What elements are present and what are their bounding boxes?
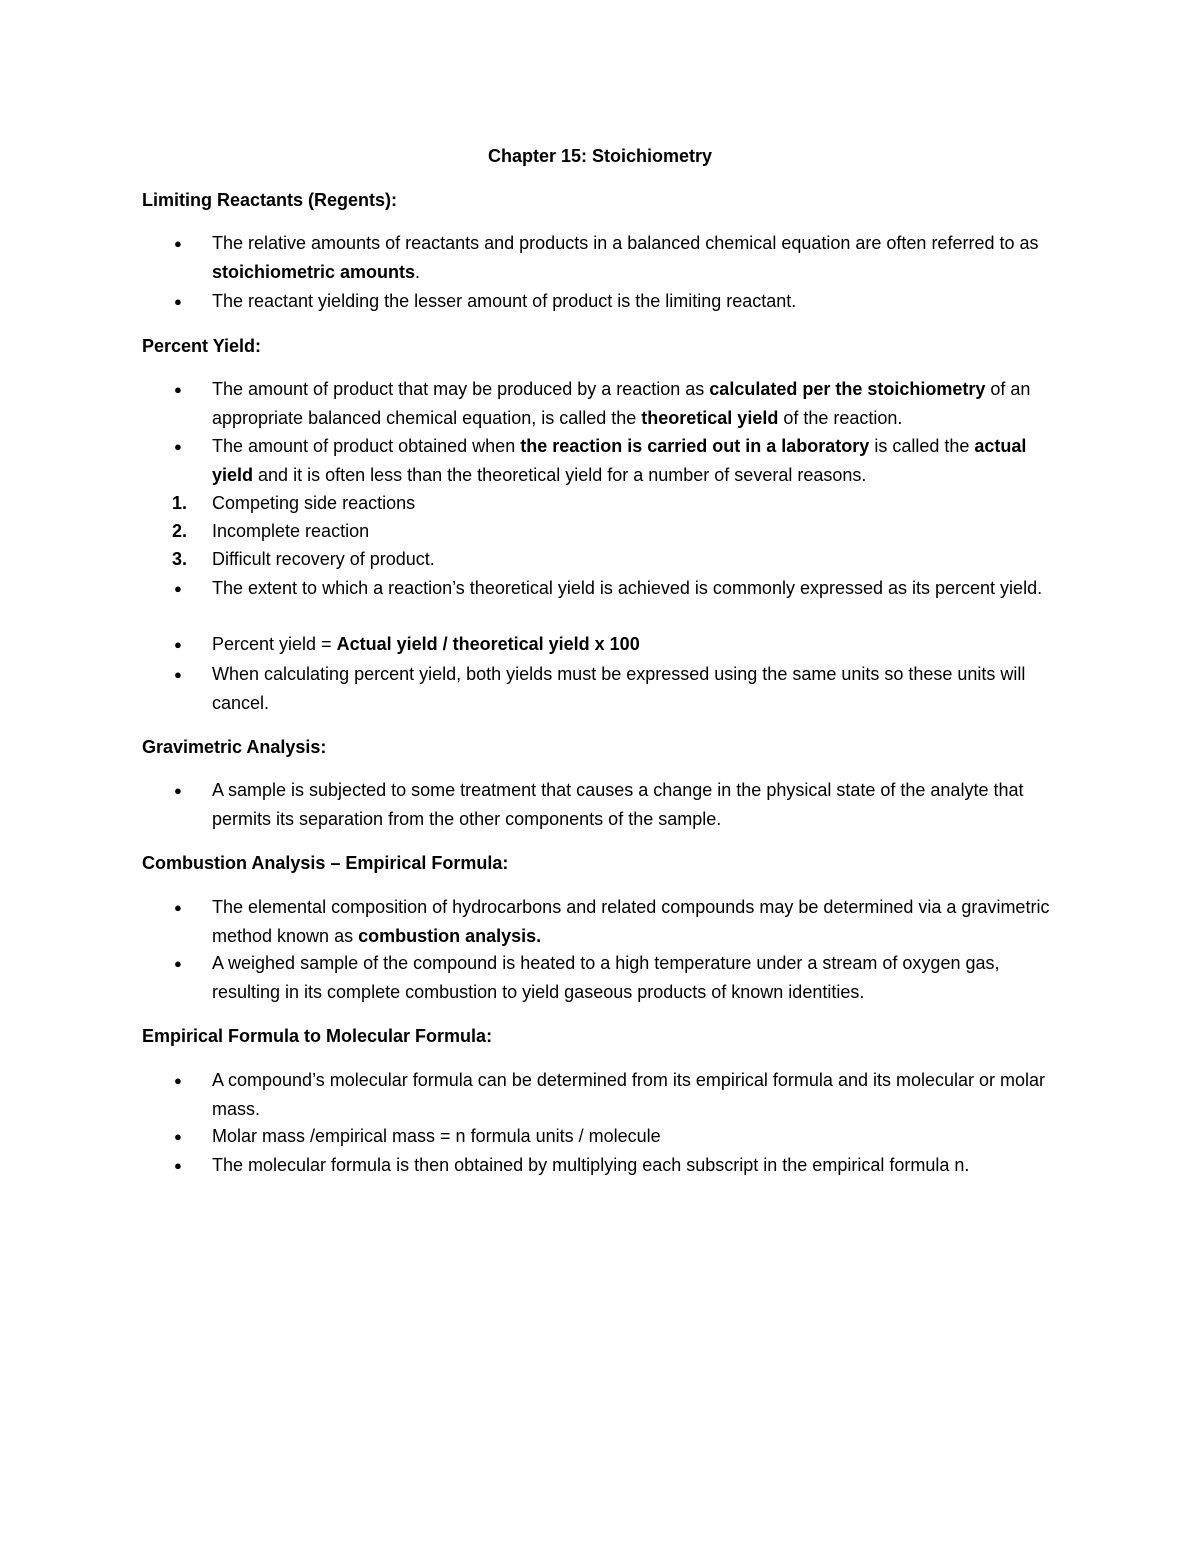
list-number: 3.	[172, 549, 188, 569]
list-item-text: A sample is subjected to some treatment that causes a change in the physical state of the analyte that permits its separation from the other components of the sample.	[212, 780, 1024, 829]
list-item-text: A compound’s molecular formula can be determined from its empirical formula and its molecular or molar mass.	[212, 1070, 1046, 1119]
list-item-text: Competing side reactions	[212, 493, 416, 513]
list-item-text: Incomplete reaction	[212, 521, 370, 541]
section-heading-combustion-analysis: Combustion Analysis – Empirical Formula:	[142, 853, 509, 873]
list-item-text: The extent to which a reaction’s theoretical yield is achieved is commonly expressed as its percent yield.	[212, 578, 1043, 598]
section-heading-percent-yield: Percent Yield:	[142, 336, 262, 356]
bullet-icon: ●	[174, 382, 182, 397]
bullet-icon: ●	[174, 581, 182, 596]
bullet-icon: ●	[174, 294, 182, 309]
list-item-text: When calculating percent yield, both yields must be expressed using the same units so these units will cancel.	[212, 664, 1026, 713]
bullet-icon: ●	[174, 1073, 182, 1088]
list-item-text: The relative amounts of reactants and products in a balanced chemical equation are often referred to as stoichiometric amounts.	[212, 233, 1039, 282]
list-item-text: The amount of product obtained when the reaction is carried out in a laboratory is called the actual yield and it is often less than the theoretical yield for a number of several reasons.	[212, 436, 1027, 485]
list-item-text: Percent yield = Actual yield / theoretical yield x 100	[212, 634, 640, 654]
section-heading-gravimetric-analysis: Gravimetric Analysis:	[142, 737, 327, 757]
list-item-text: The reactant yielding the lesser amount of product is the limiting reactant.	[212, 291, 797, 311]
document-title: Chapter 15: Stoichiometry	[487, 146, 713, 166]
list-number: 1.	[172, 493, 188, 513]
section-heading-empirical-to-molecular: Empirical Formula to Molecular Formula:	[142, 1026, 493, 1046]
bullet-icon: ●	[174, 667, 182, 682]
bullet-icon: ●	[174, 1129, 182, 1144]
bullet-icon: ●	[174, 439, 182, 454]
list-item-text: The amount of product that may be produced by a reaction as calculated per the stoichiometry of an appropriate balanced chemical equation, is called the theoretical yield of the reaction.	[212, 379, 1031, 428]
bullet-icon: ●	[174, 783, 182, 798]
bullet-icon: ●	[174, 900, 182, 915]
list-number: 2.	[172, 521, 188, 541]
list-item-text: The elemental composition of hydrocarbons and related compounds may be determined via a gravimetric method known as combustion analysis.	[212, 897, 1050, 946]
list-item-text: Molar mass /empirical mass = n formula units / molecule	[212, 1126, 661, 1146]
bullet-icon: ●	[174, 1158, 182, 1173]
list-item-text: A weighed sample of the compound is heated to a high temperature under a stream of oxygen gas, resulting in its complete combustion to yield gaseous products of known identities.	[212, 953, 1000, 1002]
bullet-icon: ●	[174, 956, 182, 971]
section-heading-limiting-reactants: Limiting Reactants (Regents):	[142, 190, 398, 210]
list-item-text: The molecular formula is then obtained by multiplying each subscript in the empirical formula n.	[212, 1155, 970, 1175]
list-item-text: Difficult recovery of product.	[212, 549, 435, 569]
bullet-icon: ●	[174, 637, 182, 652]
bullet-icon: ●	[174, 236, 182, 251]
